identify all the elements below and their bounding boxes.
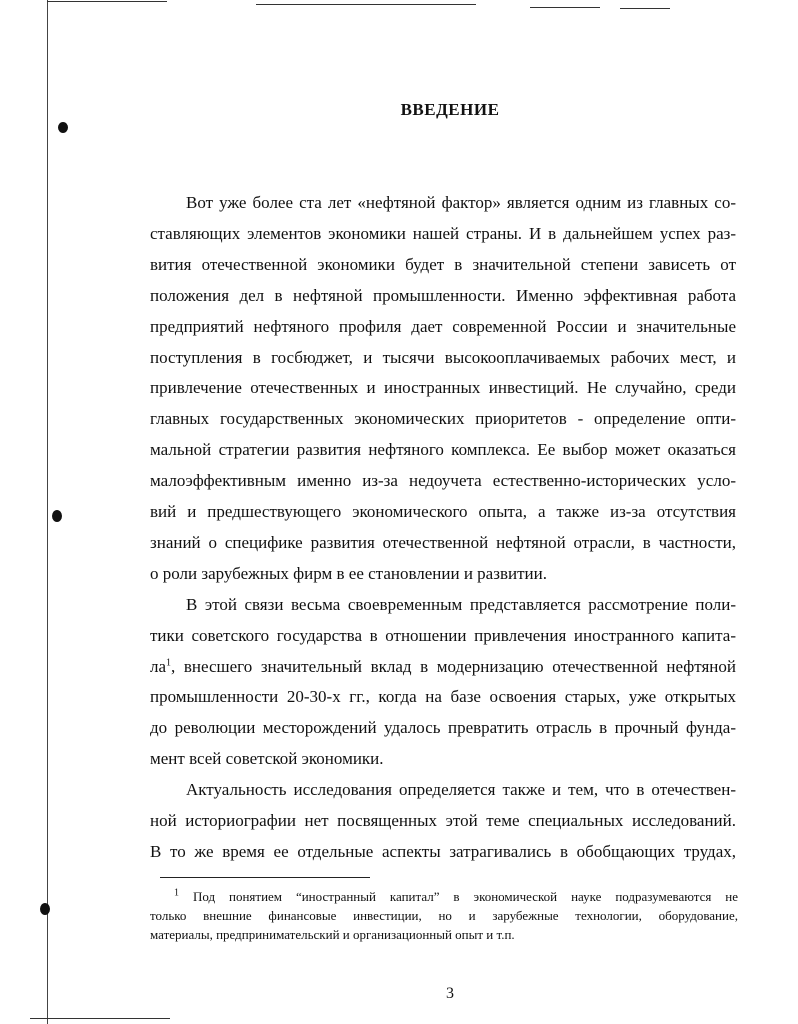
body-line: мент всей советской экономики.	[150, 749, 384, 769]
body-line: ставляющих элементов экономики нашей страны. И в дальнейшем успех раз-	[150, 223, 736, 243]
body-line: предприятий нефтяного профиля дает современной России и значительные	[150, 316, 736, 336]
punch-hole	[52, 510, 62, 522]
scan-edge-bottom	[30, 1018, 170, 1019]
body-line: знаний о специфике развития отечественной нефтяной отрасли, в частности,	[150, 532, 736, 552]
footnote-reference: 1	[166, 656, 172, 668]
body-line: малоэффективным именно из-за недоучета естественно-исторических усло-	[150, 471, 736, 491]
body-line: положения дел в нефтяной промышленности. Именно эффективная работа	[150, 285, 736, 305]
body-line: вития отечественной экономики будет в значительной степени зависеть от	[150, 254, 736, 274]
body-line: Вот уже более ста лет «нефтяной фактор» является одним из главных со-	[186, 193, 736, 212]
punch-hole	[40, 903, 50, 915]
footnote-text: материалы, предпринимательский и организационный опыт и т.п.	[150, 927, 515, 942]
footnote-line	[150, 927, 738, 943]
scan-edge-top	[256, 4, 476, 5]
body-line: $ла^1$, внесшего значительный вклад в модернизацию отечественной нефтяной	[150, 656, 736, 676]
footnote-line	[174, 889, 738, 905]
page-title: ВВЕДЕНИЕ	[400, 100, 500, 119]
body-line: ной историографии нет посвященных этой теме специальных исследований.	[150, 811, 736, 830]
body-line: вий и предшествующего экономического опыта, а также из-за отсутствия	[150, 502, 736, 521]
footnote-divider	[160, 877, 370, 878]
body-line: промышленности 20-30-х гг., когда на базе освоения старых, уже открытых	[150, 687, 736, 707]
body-line: В этой связи весьма своевременным представляется рассмотрение поли-	[186, 594, 736, 614]
body-line: поступления в госбюджет, и тысячи высокооплачиваемых рабочих мест, и	[150, 347, 736, 367]
body-line: привлечение отечественных и иностранных инвестиций. Не случайно, среди	[150, 378, 736, 398]
body-line: тики советского государства в отношении привлечения иностранного капита-	[150, 625, 736, 645]
body-line: о роли зарубежных фирм в ее становлении и развитии.	[150, 563, 547, 583]
footnote-text: только внешние финансовые инвестиции, но и зарубежные технологии, оборудование,	[150, 908, 738, 923]
body-line: В то же время ее отдельные аспекты затрагивались в обобщающих трудах,	[150, 841, 736, 861]
body-line: мальной стратегии развития нефтяного комплекса. Ее выбор может оказаться	[150, 440, 736, 460]
scan-edge-top	[47, 1, 167, 2]
page-number: 3	[446, 985, 454, 1002]
scan-edge-top	[620, 8, 670, 9]
scan-edge-left	[47, 0, 48, 1024]
punch-hole	[58, 122, 68, 133]
footnote-text: Под понятием “иностранный капитал” в экономической науке подразумеваются не	[192, 889, 739, 904]
body-line: до революции месторождений удалось превратить отрасль в прочный фунда-	[150, 718, 736, 738]
scan-edge-top	[530, 7, 600, 8]
footnote-line	[150, 908, 738, 924]
body-line: главных государственных экономических приоритетов - определение опти-	[150, 409, 736, 429]
footnote-marker: 1	[174, 887, 179, 899]
body-line: Актуальность исследования определяется также и тем, что в отечествен-	[186, 780, 736, 800]
